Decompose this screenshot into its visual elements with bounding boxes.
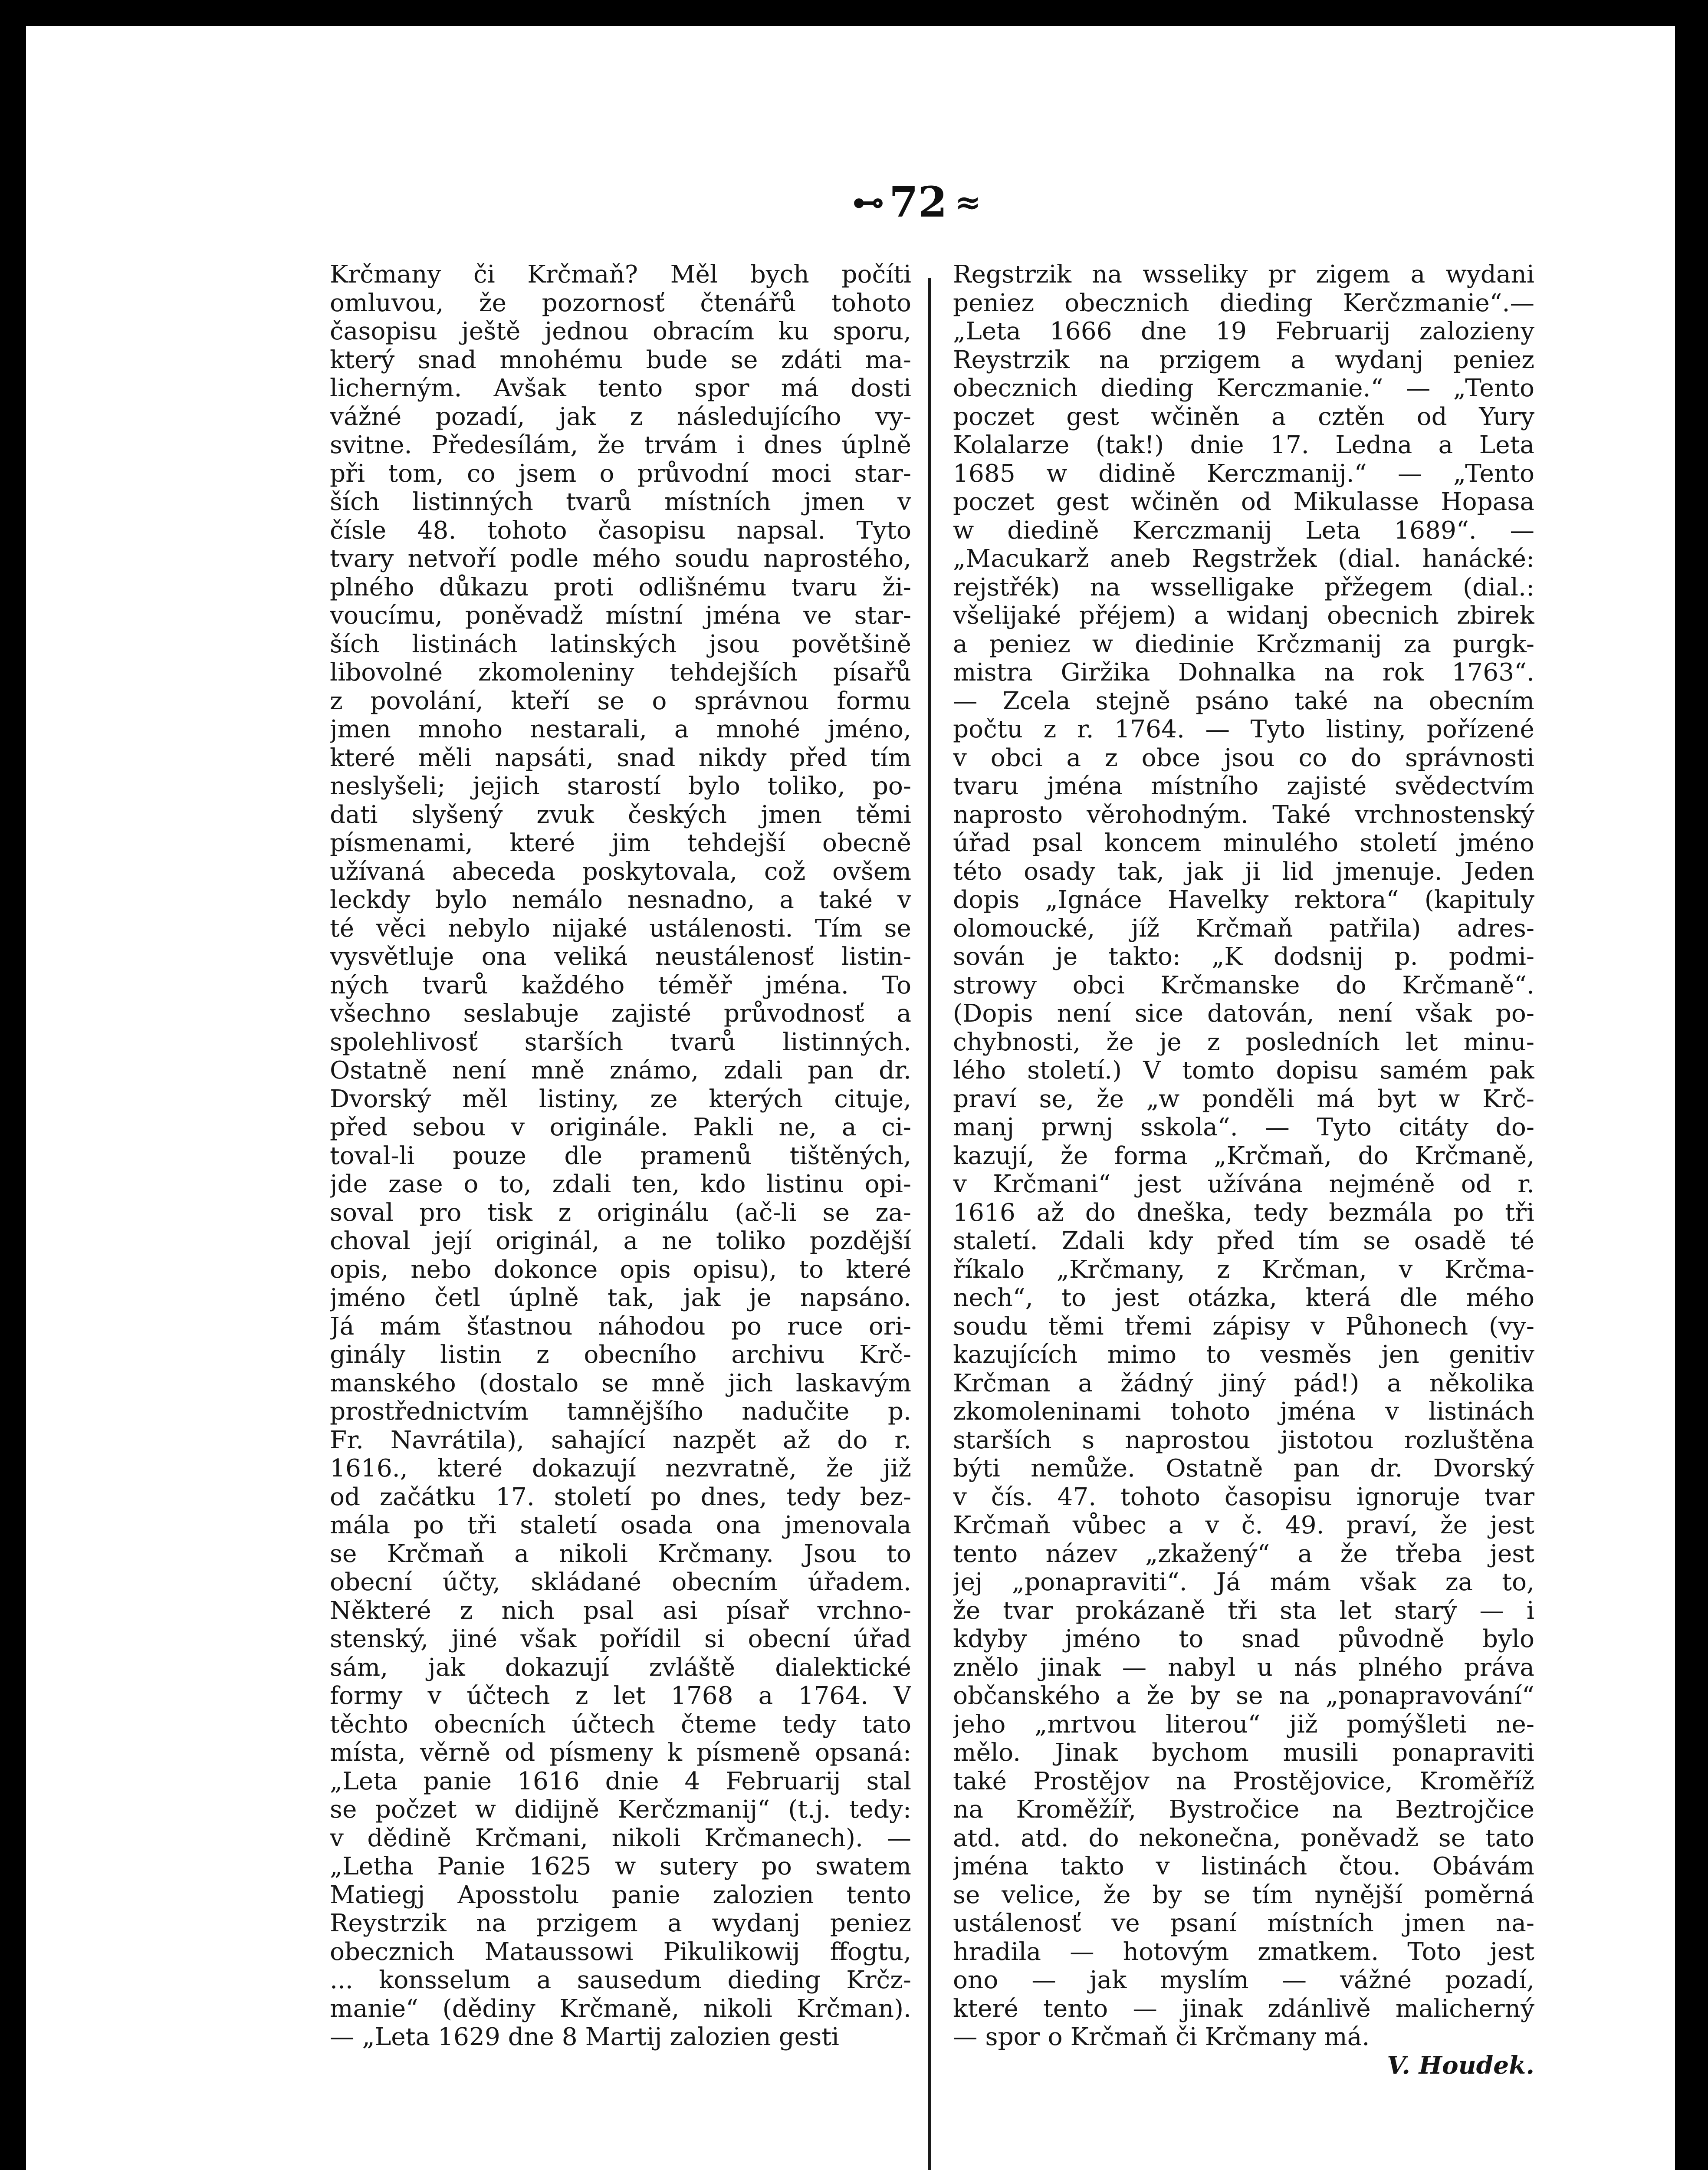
text-line: v dědině Krčmani, nikoli Krčmanech). — xyxy=(330,1824,911,1852)
text-line: občanského a že by se na „ponapravování“ xyxy=(953,1682,1534,1710)
text-line: ginály listin z obecního archivu Krč- xyxy=(330,1341,911,1369)
text-line: choval její originál, a ne toliko pozdější xyxy=(330,1227,911,1255)
text-line: toval-li pouze dle pramenů tištěných, xyxy=(330,1141,911,1170)
text-line: se velice, že by se tím nynější poměrná xyxy=(953,1881,1534,1909)
text-line: říkalo „Krčmany, z Krčman, v Krčma- xyxy=(953,1255,1534,1284)
text-line: písmenami, které jim tehdejší obecně xyxy=(330,829,911,857)
text-line: které tento — jinak zdánlivě malicherný xyxy=(953,1994,1534,2023)
text-line: 1685 w didině Kerczmanij.“ — „Tento xyxy=(953,459,1534,488)
text-line: časopisu ještě jednou obracím ku sporu, xyxy=(330,317,911,345)
text-line: ných tvarů každého téměř jména. To xyxy=(330,971,911,1000)
text-line: také Prostějov na Prostějovice, Kroměříž xyxy=(953,1767,1534,1795)
text-line: peniez obecznich dieding Kerčzmanie“.— xyxy=(953,289,1534,317)
text-line: té věci nebylo nijaké ustálenosti. Tím se xyxy=(330,914,911,943)
text-line: vysvětluje ona veliká neustálenosť listin- xyxy=(330,943,911,971)
text-line: Dvorský měl listiny, ze kterých cituje, xyxy=(330,1085,911,1113)
text-line: manie“ (dědiny Krčmaně, nikoli Krčman). xyxy=(330,1994,911,2023)
text-line: sám, jak dokazují zvláště dialektické xyxy=(330,1653,911,1682)
text-line: plného důkazu proti odlišnému tvaru ži- xyxy=(330,573,911,602)
text-line: staletí. Zdali kdy před tím se osadě té xyxy=(953,1227,1534,1255)
text-line: mělo. Jinak bychom musili ponapraviti xyxy=(953,1739,1534,1767)
text-line: obecznich dieding Kerczmanie.“ — „Tento xyxy=(953,374,1534,402)
text-line: rejstřék) na wsselligake přžegem (dial.: xyxy=(953,573,1534,602)
text-line: Regstrzik na wsseliky pr zigem a wydani xyxy=(953,260,1534,289)
text-line: dati slyšený zvuk českých jmen těmi xyxy=(330,800,911,829)
text-line: které měli napsáti, snad nikdy před tím xyxy=(330,743,911,772)
text-line: obecznich Mataussowi Pikulikowij ffogtu, xyxy=(330,1937,911,1966)
text-line: manského (dostalo se mně jich laskavým xyxy=(330,1369,911,1397)
text-line: soval pro tisk z originálu (ač-li se za- xyxy=(330,1198,911,1227)
text-line: všechno seslabuje zajisté průvodnosť a xyxy=(330,1000,911,1028)
text-line: „Letha Panie 1625 w sutery po swatem xyxy=(330,1852,911,1881)
text-line: manj prwnj sskola“. — Tyto citáty do- xyxy=(953,1113,1534,1141)
text-line: Reystrzik na przigem a wydanj peniez xyxy=(953,345,1534,374)
text-line: zkomoleninami tohoto jména v listinách xyxy=(953,1397,1534,1426)
text-line: poczet gest wčiněn od Mikulasse Hopasa xyxy=(953,488,1534,516)
text-line: a peniez w diedinie Krčzmanij za purgk- xyxy=(953,630,1534,658)
text-line: neslyšeli; jejich starostí bylo toliko, po- xyxy=(330,772,911,800)
text-line: na Kroměžíř, Bystročice na Beztrojčice xyxy=(953,1795,1534,1824)
text-line: všelijaké přéjem) a widanj obecnich zbirek xyxy=(953,602,1534,630)
text-line: mistra Giržika Dohnalka na rok 1763“. xyxy=(953,658,1534,687)
text-line: „Macukarž aneb Regstržek (dial. hanácké: xyxy=(953,545,1534,573)
text-line: jmen mnoho nestarali, a mnohé jméno, xyxy=(330,715,911,743)
text-line: kazujících mimo to vesměs jen genitiv xyxy=(953,1341,1534,1369)
text-line: tvaru jména místního zajisté svědectvím xyxy=(953,772,1534,800)
text-line: Krčmany či Krčmaň? Měl bych počíti xyxy=(330,260,911,289)
text-line: svitne. Předesílám, že trvám i dnes úplně xyxy=(330,431,911,459)
text-line: spolehlivosť starších tvarů listinných. xyxy=(330,1028,911,1056)
text-line: který snad mnohému bude se zdáti ma- xyxy=(330,345,911,374)
text-line: — spor o Krčmaň či Krčmany má. xyxy=(953,2023,1370,2051)
text-line: stenský, jiné však pořídil si obecní úřad xyxy=(330,1625,911,1653)
text-line: mála po tři staletí osada ona jmenovala xyxy=(330,1511,911,1539)
text-line: úřad psal koncem minulého století jméno xyxy=(953,829,1534,857)
text-line: 1616., které dokazují nezvratně, že již xyxy=(330,1454,911,1483)
text-line: jeho „mrtvou literou“ již pomýšleti ne- xyxy=(953,1710,1534,1739)
text-line: Matiegj Aposstolu panie zalozien tento xyxy=(330,1881,911,1909)
text-line: „Leta panie 1616 dnie 4 Februarij stal xyxy=(330,1767,911,1795)
text-line: Krčmaň vůbec a v č. 49. praví, že jest xyxy=(953,1511,1534,1539)
text-line: kdyby jméno to snad původně bylo xyxy=(953,1625,1534,1653)
text-line: v obci a z obce jsou co do správnosti xyxy=(953,743,1534,772)
text-line: vážné pozadí, jak z následujícího vy- xyxy=(330,402,911,431)
text-line: poczet gest wčiněn a cztěn od Yury xyxy=(953,402,1534,431)
text-line: leckdy bylo nemálo nesnadno, a také v xyxy=(330,886,911,914)
text-line: „Leta 1666 dne 19 Februarij zalozieny xyxy=(953,317,1534,345)
text-line: Já mám šťastnou náhodou po ruce ori- xyxy=(330,1312,911,1341)
text-line: místa, věrně od písmeny k písmeně opsaná: xyxy=(330,1739,911,1767)
text-line: w diedině Kerczmanij Leta 1689“. — xyxy=(953,516,1534,545)
text-line: libovolné zkomoleniny tehdejších písařů xyxy=(330,658,911,687)
page-number: 72 xyxy=(889,177,947,227)
text-line: tvary netvoří podle mého soudu naprostého, xyxy=(330,545,911,573)
text-line: chybnosti, že je z posledních let minu- xyxy=(953,1028,1534,1056)
text-line: atd. atd. do nekonečna, poněvadž se tato xyxy=(953,1824,1534,1852)
text-line: prostřednictvím tamnějšího nadučite p. xyxy=(330,1397,911,1426)
text-line: Ostatně není mně známo, zdali pan dr. xyxy=(330,1056,911,1085)
text-line: nech“, to jest otázka, která dle mého xyxy=(953,1284,1534,1312)
text-line: užívaná abeceda poskytovala, což ovšem xyxy=(330,857,911,886)
left-column xyxy=(330,260,911,2170)
text-line: lého století.) V tomto dopisu samém pak xyxy=(953,1056,1534,1085)
text-line: Kolalarze (tak!) dnie 17. Ledna a Leta xyxy=(953,431,1534,459)
text-line: sován je takto: „K dodsnij p. podmi- xyxy=(953,943,1534,971)
text-line: tento název „zkažený“ a že třeba jest xyxy=(953,1539,1534,1568)
text-line: opis, nebo dokonce opis opisu), to které xyxy=(330,1255,911,1284)
text-line: ších listinách latinských jsou povětšině xyxy=(330,630,911,658)
text-line: ... konsselum a sausedum dieding Krčz- xyxy=(330,1966,911,1994)
text-line: starších s naprostou jistotou rozluštěna xyxy=(953,1426,1534,1454)
text-line: v čís. 47. tohoto časopisu ignoruje tvar xyxy=(953,1483,1534,1511)
text-line: od začátku 17. století po dnes, tedy bez- xyxy=(330,1483,911,1511)
text-line: soudu těmi třemi zápisy v Půhonech (vy- xyxy=(953,1312,1534,1341)
right-column xyxy=(953,260,1534,2170)
text-line: z povolání, kteří se o správnou formu xyxy=(330,687,911,715)
text-line: Některé z nich psal asi písař vrchno- xyxy=(330,1596,911,1625)
text-line: praví se, že „w ponděli má byt w Krč- xyxy=(953,1085,1534,1113)
text-line: znělo jinak — nabyl u nás plného práva xyxy=(953,1653,1534,1682)
text-line: této osady tak, jak ji lid jmenuje. Jeden xyxy=(953,857,1534,886)
text-line: kazují, že forma „Krčmaň, do Krčmaně, xyxy=(953,1141,1534,1170)
text-line: v Krčmani“ jest užívána nejméně od r. xyxy=(953,1170,1534,1198)
text-line: licherným. Avšak tento spor má dosti xyxy=(330,374,911,402)
text-line: býti nemůže. Ostatně pan dr. Dvorský xyxy=(953,1454,1534,1483)
text-line: počtu z r. 1764. — Tyto listiny, pořízené xyxy=(953,715,1534,743)
text-line: před sebou v originále. Pakli ne, a ci- xyxy=(330,1113,911,1141)
text-line: jména takto v listinách čtou. Obávám xyxy=(953,1852,1534,1881)
text-line: 1616 až do dneška, tedy bezmála po tři xyxy=(953,1198,1534,1227)
text-line: hradila — hotovým zmatkem. Toto jest xyxy=(953,1937,1534,1966)
text-line: ono — jak myslím — vážné pozadí, xyxy=(953,1966,1534,1994)
text-line: (Dopis není sice datován, není však po- xyxy=(953,1000,1534,1028)
text-line: jméno četl úplně tak, jak je napsáno. xyxy=(330,1284,911,1312)
text-line: ších listinných tvarů místních jmen v xyxy=(330,488,911,516)
ornament-right-icon: ≈ xyxy=(955,183,979,220)
text-line: naprosto věrohodným. Také vrchnostenský xyxy=(953,800,1534,829)
text-line: jde zase o to, zdali ten, kdo listinu opi- xyxy=(330,1170,911,1198)
text-line: olomoucké, jíž Krčmaň patřila) adres- xyxy=(953,914,1534,943)
text-line: dopis „Ignáce Havelky rektora“ (kapituly xyxy=(953,886,1534,914)
text-line: formy v účtech z let 1768 a 1764. V xyxy=(330,1682,911,1710)
text-line: se Krčmaň a nikoli Krčmany. Jsou to xyxy=(330,1539,911,1568)
text-line: při tom, co jsem o průvodní moci star- xyxy=(330,459,911,488)
text-line: omluvou, že pozornosť čtenářů tohoto xyxy=(330,289,911,317)
text-line: — Zcela stejně psáno také na obecním xyxy=(953,687,1534,715)
text-line: že tvar prokázaně tři sta let starý — i xyxy=(953,1596,1534,1625)
page-header xyxy=(816,176,1015,228)
text-line: těchto obecních účtech čteme tedy tato xyxy=(330,1710,911,1739)
text-line: voucímu, poněvadž místní jména ve star- xyxy=(330,602,911,630)
text-line: Reystrzik na przigem a wydanj peniez xyxy=(330,1909,911,1937)
column-divider xyxy=(928,278,931,2170)
text-line: jej „ponapraviti“. Já mám však za to, xyxy=(953,1568,1534,1596)
text-line: obecní účty, skládané obecním úřadem. xyxy=(330,1568,911,1596)
ornament-left-icon: ⊷ xyxy=(853,183,882,220)
text-line: Fr. Navrátila), sahající nazpět až do r. xyxy=(330,1426,911,1454)
text-line: se počzet w didijně Kerčzmanij“ (t.j. tedy: xyxy=(330,1795,911,1824)
text-line: strowy obci Krčmanske do Krčmaně“. xyxy=(953,971,1534,1000)
author-signature: V. Houdek. xyxy=(1387,2051,1534,2080)
text-line: — „Leta 1629 dne 8 Martij zalozien gesti xyxy=(330,2023,839,2051)
text-line: ustálenosť ve psaní místních jmen na- xyxy=(953,1909,1534,1937)
text-line: Krčman a žádný jiný pád!) a několika xyxy=(953,1369,1534,1397)
text-line: čísle 48. tohoto časopisu napsal. Tyto xyxy=(330,516,911,545)
